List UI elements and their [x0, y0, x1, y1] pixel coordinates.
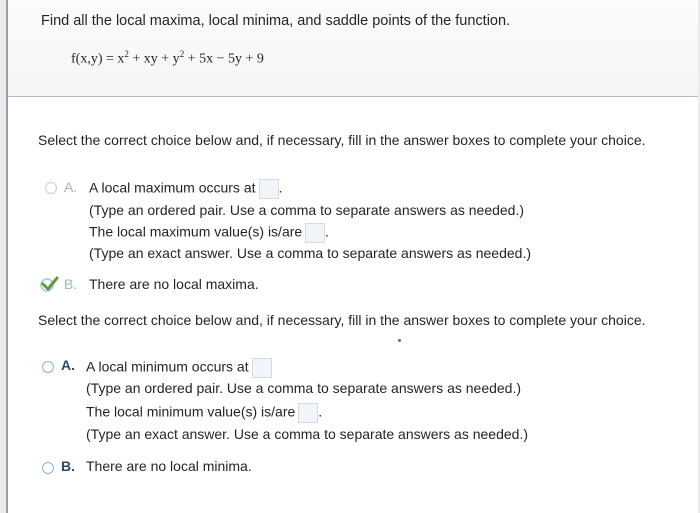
part2-option-b-letter: B.: [61, 458, 75, 474]
part2-option-a-line1: [86, 358, 272, 378]
part1-instruction: Select the correct choice below and, if necessary, fill in the answer boxes to complete your choice.: [38, 132, 646, 148]
local-max-location-label: A local maximum occurs at: [89, 179, 256, 196]
part1-option-a-hint1: (Type an ordered pair. Use a comma to separate answers as needed.): [89, 202, 525, 218]
part1-option-b-text: There are no local maxima.: [89, 276, 259, 292]
part1-option-b-letter: B.: [64, 276, 78, 292]
part2-option-a-radio[interactable]: [42, 361, 54, 373]
part2-option-a-hint1: (Type an ordered pair. Use a comma to separate answers as needed.): [86, 380, 522, 396]
question-prompt: Find all the local maxima, local minima, and saddle points of the function.: [41, 13, 511, 29]
part1-option-a-line3: The local maximum value(s) is/are .: [89, 223, 329, 243]
part1-option-a-line1: A local maximum occurs at .: [89, 179, 282, 199]
local-min-location-input[interactable]: [252, 358, 272, 378]
local-max-location-input[interactable]: [259, 179, 279, 199]
local-max-value-input[interactable]: [305, 223, 325, 243]
question-header: [8, 0, 698, 97]
part1-option-a-letter: A.: [64, 179, 78, 195]
local-min-value-input[interactable]: [298, 403, 318, 423]
part2-instruction: Select the correct choice below and, if necessary, fill in the answer boxes to complete your choice.: [38, 312, 646, 328]
part1-option-a-radio[interactable]: [45, 182, 57, 194]
local-min-location-label: A local minimum occurs at: [86, 358, 249, 375]
stray-dot: [398, 339, 401, 342]
part1-option-a-hint2: (Type an exact answer. Use a comma to separate answers as needed.): [89, 245, 532, 261]
local-min-value-label: The local minimum value(s) is/are: [86, 403, 296, 420]
part2-option-a-letter: A.: [61, 357, 75, 373]
part2-option-a-hint2: (Type an exact answer. Use a comma to separate answers as needed.): [86, 426, 529, 442]
question-card: [6, 0, 698, 513]
part2-option-a-line3: The local minimum value(s) is/are .: [86, 403, 322, 423]
part2-option-b-text: There are no local minima.: [86, 458, 252, 474]
function-expression: $f(x,y) = x^2$ + xy + $y^2 + 5x - 5y + 9$: [71, 49, 264, 67]
checkmark-icon[interactable]: [40, 275, 66, 293]
part2-option-b-radio[interactable]: [42, 462, 54, 474]
local-max-value-label: The local maximum value(s) is/are: [89, 223, 303, 240]
